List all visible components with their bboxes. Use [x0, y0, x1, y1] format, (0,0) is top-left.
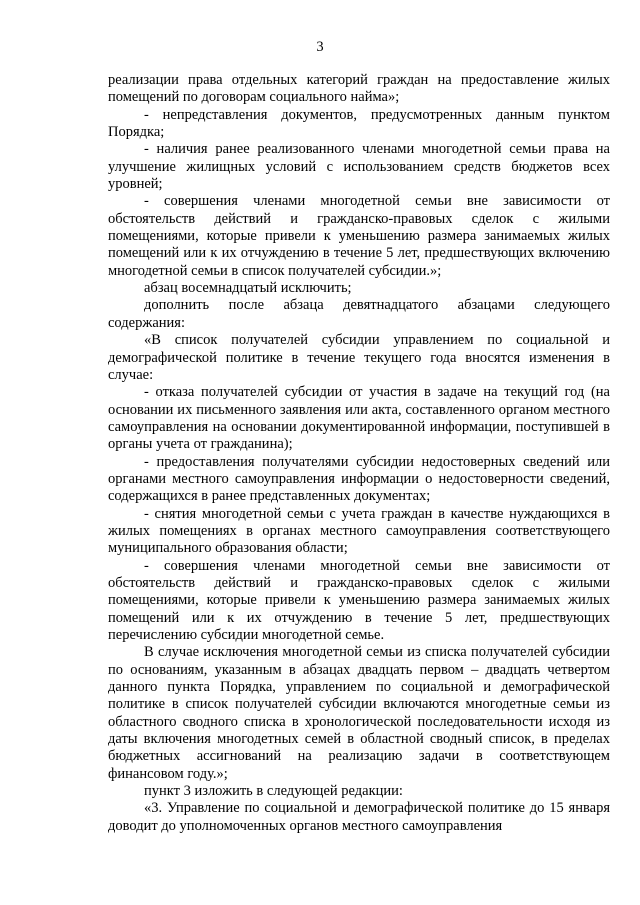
- paragraph-list-item: - предоставления получателями субсидии недостоверных сведений или органами местного самоуправления информации о недостоверности сведений, содержащихся в ранее представленных документах;: [108, 453, 610, 505]
- paragraph-quoted-text: «В список получателей субсидии управлением по социальной и демографической политике в течение текущего года вносятся изменения в случае:: [108, 332, 610, 383]
- paragraph-list-item: - снятия многодетной семьи с учета граждан в качестве нуждающихся в жилых помещениях в органах местного самоуправления соответствующего муниципального образования области;: [108, 505, 610, 557]
- paragraph-continuation: реализации права отдельных категорий граждан на предоставление жилых помещений по договорам социального найма»;: [108, 72, 610, 106]
- page-number: 3: [316, 39, 324, 55]
- paragraph-instruction: дополнить после абзаца девятнадцатого абзацами следующего содержания:: [108, 297, 610, 331]
- paragraph-list-item: - наличия ранее реализованного членами многодетной семьи права на улучшение жилищных условий с использованием средств бюджетов всех уровней;: [108, 141, 610, 193]
- paragraph-list-item: - непредставления документов, предусмотренных данным пунктом Порядка;: [108, 106, 610, 141]
- document-body: [108, 72, 610, 835]
- paragraph-list-item: - отказа получателей субсидии от участия в задаче на текущий год (на основании их письменного заявления или акта, составленного органом местного самоуправления на основании документированной информации, поступившей в органы учета от гражданина);: [108, 384, 610, 453]
- paragraph-quoted-text: «3. Управление по социальной и демографической политике до 15 января доводит до уполномоченных органов местного самоуправления: [108, 800, 610, 834]
- paragraph-list-item: - совершения членами многодетной семьи вне зависимости от обстоятельств действий и гражданско-правовых сделок с жилыми помещениями, которые привели к уменьшению размера занимаемых жилых помещений или к их отчуждению в течение 5 лет, предшествующих перечислению субсидии многодетной семье.: [108, 557, 610, 643]
- paragraph-instruction: абзац восемнадцатый исключить;: [144, 280, 352, 297]
- paragraph-instruction: пункт 3 изложить в следующей редакции:: [144, 783, 403, 800]
- paragraph-list-item: - совершения членами многодетной семьи вне зависимости от обстоятельств действий и гражданско-правовых сделок с жилыми помещениями, которые привели к уменьшению размера занимаемых жилых помещений или к их отчуждению в течение 5 лет, предшествующих включению многодетной семьи в список получателей субсидии.»;: [108, 193, 610, 279]
- paragraph-body: В случае исключения многодетной семьи из списка получателей субсидии по основаниям, указанным в абзацах двадцать первом – двадцать четвертом данного пункта Порядка, управлением по социальной и демографической политике в список получателей субсидии включаются многодетные семьи из областного сводного списка в хронологической последовательности исходя из даты включения многодетных семей в областной сводный список, в пределах бюджетных ассигнований на реализацию задачи в соответствующем финансовом году.»;: [108, 644, 610, 782]
